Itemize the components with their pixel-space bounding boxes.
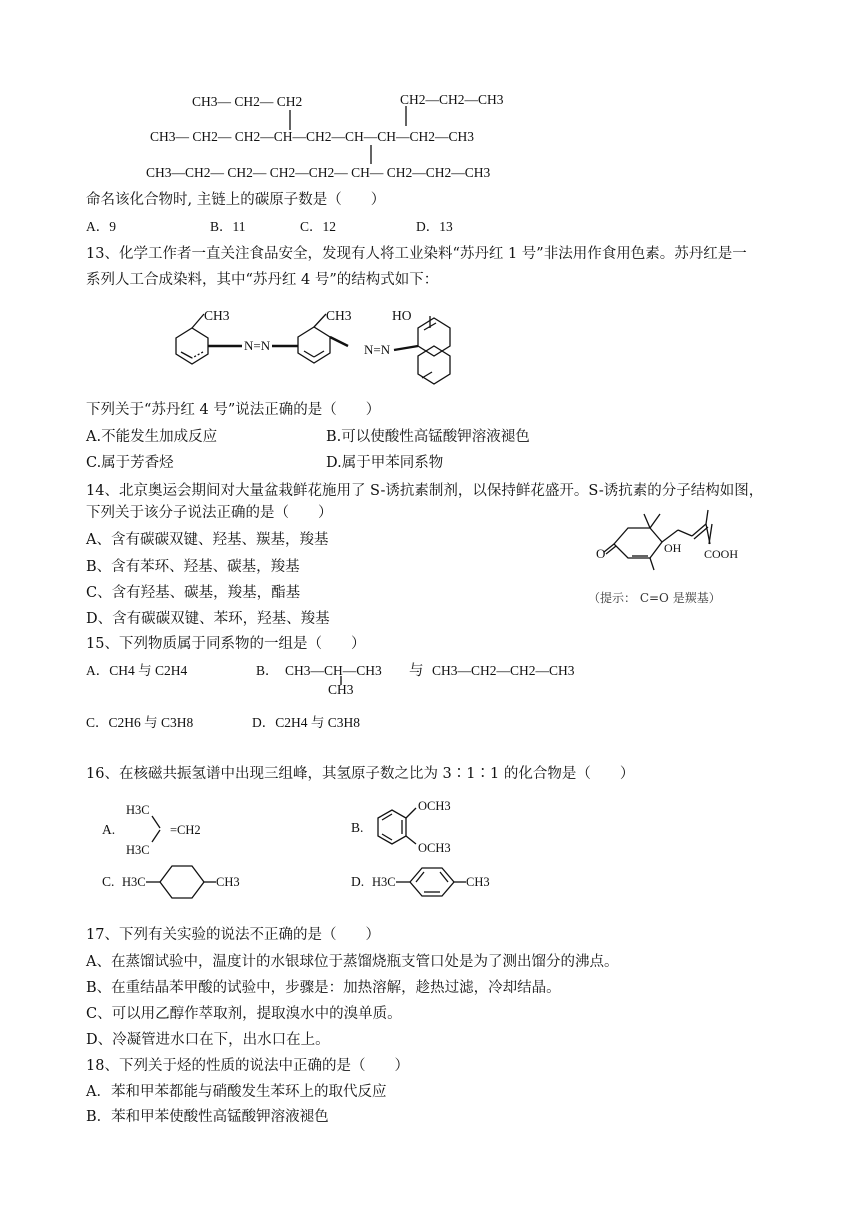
q16-label-c: C. xyxy=(102,874,115,889)
cyclohexenone-ring xyxy=(614,528,662,558)
q15-option-c: C．C2H6 与 C3H8 xyxy=(86,715,194,730)
q13-stem-line2: 系列人工合成染料，其中“苏丹红 4 号”的结构式如下： xyxy=(86,272,439,288)
q12-struct-row1: CH3— CH2— CH2 xyxy=(192,94,303,109)
q16-label-a: A. xyxy=(102,822,116,837)
q14-option-b: B、含有苯环、羟基、碳基，羧基 xyxy=(86,559,300,575)
q16-a-h3c-bottom: H3C xyxy=(126,843,150,857)
sudan-ch3-label-2: CH3 xyxy=(326,308,352,323)
q15-option-b-branched: CH3—CH—CH3 xyxy=(285,663,382,678)
q14-stem-line2: 下列关于该分子说法正确的是（ ） xyxy=(86,505,333,521)
q16-c-cyclohexane xyxy=(144,856,224,908)
q13-stem-line1: 13、化学工作者一直关注食品安全，发现有人将工业染料“苏丹红 1 号”非法用作食用色素。苏丹红是一 xyxy=(86,246,747,262)
q16-d-ch3: CH3 xyxy=(466,875,490,889)
saa-cooh-label: COOH xyxy=(704,547,739,561)
q12-stem: 命名该化合物时, 主链上的碳原子数是（ ） xyxy=(86,192,386,208)
s-abscisic-acid-structure xyxy=(588,506,778,578)
q14-option-c: C、含有羟基、碳基，羧基，酯基 xyxy=(86,585,301,601)
sudan-ch3-label-1: CH3 xyxy=(204,308,230,323)
q12-struct-row2: CH3— CH2— CH2—CH—CH2—CH—CH—CH2—CH3 xyxy=(150,129,475,144)
sudan-ho-label: HO xyxy=(392,308,412,323)
q16-a-h3c-top: H3C xyxy=(126,803,150,817)
q13-question: 下列关于“苏丹红 4 号”说法正确的是（ ） xyxy=(86,402,381,418)
q18-option-b: B．苯和甲苯使酸性高锰酸钾溶液褪色 xyxy=(86,1109,329,1125)
q15-option-d: D．C2H4 与 C3H8 xyxy=(252,715,361,730)
q12-option-d: D．13 xyxy=(416,219,453,234)
q13-option-c: C.属于芳香烃 xyxy=(86,455,174,471)
q12-struct-row3: CH3—CH2— CH2— CH2—CH2— CH— CH2—CH2—CH3 xyxy=(146,165,491,180)
q15-option-b-with: 与 xyxy=(409,663,424,679)
azo-label-2: N=N xyxy=(364,342,391,357)
q12-struct-row-top-right: CH2—CH2—CH3 xyxy=(400,92,504,107)
q14-option-a: A、含有碳碳双键、羟基、羰基，羧基 xyxy=(86,532,329,548)
q15-option-b-methyl: CH3 xyxy=(328,682,354,697)
benzene-ring-1 xyxy=(176,328,208,364)
q16-d-h3c: H3C xyxy=(372,875,396,889)
q17-option-a: A、在蒸馏试验中，温度计的水银球位于蒸馏烧瓶支管口处是为了测出馏分的沸点。 xyxy=(86,954,619,970)
q17-option-c: C、可以用乙醇作萃取剂，提取溴水中的溴单质。 xyxy=(86,1006,402,1022)
q13-option-d: D.属于甲苯同系物 xyxy=(326,455,444,471)
q16-stem: 16、在核磁共振氢谱中出现三组峰，其氢原子数之比为 3∶1∶1 的化合物是（ ） xyxy=(86,766,635,782)
q12-option-b: B．11 xyxy=(210,219,246,234)
saa-hint-text: （提示： C=O 是羰基） xyxy=(588,591,721,605)
q18-option-a: A．苯和甲苯都能与硝酸发生苯环上的取代反应 xyxy=(86,1084,387,1100)
q17-option-b: B、在重结晶苯甲酸的试验中，步骤是：加热溶解，趁热过滤，冷却结晶。 xyxy=(86,980,561,996)
saa-o-label: O xyxy=(596,546,606,561)
q16-c-h3c: H3C xyxy=(122,875,146,889)
q12-struct-bonds xyxy=(0,0,860,200)
q13-option-b: B.可以使酸性高锰酸钾溶液褪色 xyxy=(326,429,530,445)
q16-d-benzene xyxy=(394,858,474,908)
benzene-ring-2 xyxy=(298,327,330,363)
q16-c-ch3: CH3 xyxy=(216,875,240,889)
q17-stem: 17、下列有关实验的说法不正确的是（ ） xyxy=(86,927,380,943)
q14-option-d: D、含有碳碳双键、苯环，羟基、羧基 xyxy=(86,611,330,627)
q16-a-ch2: =CH2 xyxy=(170,823,201,837)
q16-b-och3-bottom: OCH3 xyxy=(418,841,451,855)
naphthalene-ring-b xyxy=(418,346,450,384)
saa-oh-label: OH xyxy=(664,541,682,555)
q14-stem-line1: 14、北京奥运会期间对大量盆栽鲜花施用了 S-诱抗素制剂，以保持鲜花盛开。S-诱抗素的分子结构如图， xyxy=(86,483,764,499)
q15-option-a: A．CH4 与 C2H4 xyxy=(86,663,188,678)
q18-stem: 18、下列关于烃的性质的说法中正确的是（ ） xyxy=(86,1058,409,1074)
q16-b-och3-top: OCH3 xyxy=(418,799,451,813)
q16-a-bonds xyxy=(140,804,180,854)
q16-label-b: B. xyxy=(351,820,364,835)
q17-option-d: D、冷凝管进水口在下，出水口在上。 xyxy=(86,1032,330,1048)
q13-option-a: A.不能发生加成反应 xyxy=(86,429,218,445)
q15-option-b-chain: CH3—CH2—CH2—CH3 xyxy=(432,663,575,678)
q15-stem: 15、下列物质属于同系物的一组是（ ） xyxy=(86,636,366,652)
q15-option-b-label: B． xyxy=(256,663,279,678)
q12-option-c: C．12 xyxy=(300,219,337,234)
azo-label-1: N=N xyxy=(244,338,271,353)
q12-option-a: A．9 xyxy=(86,219,116,234)
q16-label-d: D. xyxy=(351,874,365,889)
